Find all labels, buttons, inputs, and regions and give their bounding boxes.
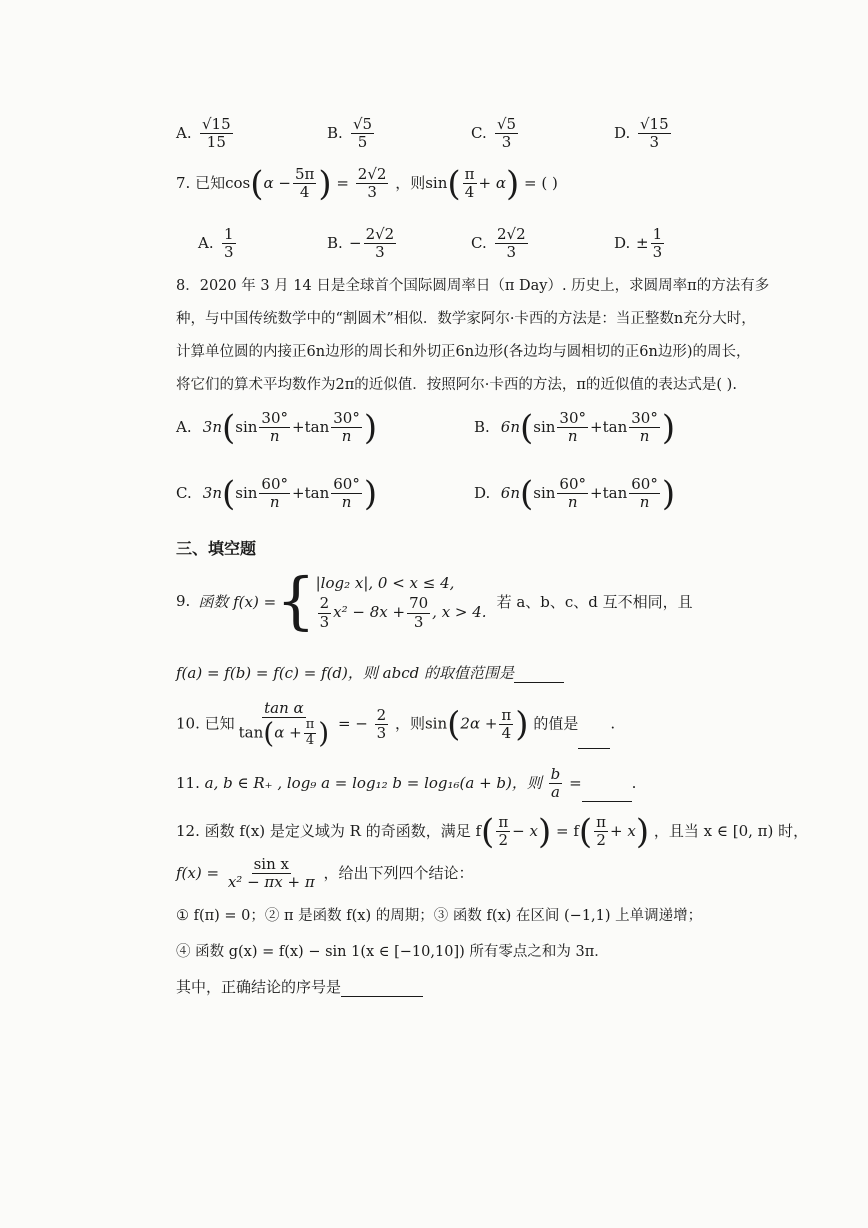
option-label: B.: [327, 123, 343, 142]
option-label: B.: [327, 233, 343, 252]
q8-option-b: B. 6n(sin $\frac{30^\circ}{n}$ +tan $\frac{30^\circ}{n}$ ): [474, 407, 676, 448]
option-label: B.: [474, 417, 490, 436]
q7-option-b: B. − $\frac{2√2}{3}$: [327, 225, 395, 262]
answer-blank: [341, 996, 423, 997]
q7-option-c: C. $\frac{2√2}{3}$: [471, 225, 526, 262]
q6-option-d: [614, 116, 673, 152]
q12-conclusions-1-3: ① f(π) = 0；② π 是函数 f(x) 的周期；③ 函数 f(x) 在区间 (−1,1) 上单调递增；: [176, 908, 703, 924]
q7-option-a: A. $\frac{1}{3}$: [198, 225, 234, 262]
q8-option-c: C. 3n(sin $\frac{60^\circ}{n}$ +tan $\frac{60^\circ}{n}$ ): [176, 473, 378, 514]
option-label: A.: [198, 233, 214, 252]
answer-blank: [514, 682, 564, 683]
fraction: $\frac{√5}{5}$: [353, 115, 373, 152]
q12-stem: 12. 函数 f(x) 是定义域为 R 的奇函数，满足 f( $\frac{\pi}{2}$ − x) = f( $\frac{\pi}{2}$ + x) ，且当 x ∈ [0, π) 时，: [176, 811, 809, 852]
fraction: $\frac{√15}{3}$: [640, 115, 669, 152]
q12-final: 其中，正确结论的序号是: [176, 976, 423, 997]
q7-stem: 7. 已知cos(α − $\frac{5\pi}{4}$ ) = $\frac{2√2}{3}$ ，则sin( $\frac{\pi}{4}$ + α) = ( ): [176, 163, 558, 204]
q8-line-1: 8．2020 年 3 月 14 日是全球首个国际圆周率日（π Day）. 历史上，求圆周率π的方法有多: [176, 278, 770, 294]
section-heading: 三、填空题: [176, 539, 257, 558]
piecewise-cases: |log₂ x|, 0 < x ≤ 4, $\frac{2}{3}$ x² − 8x + $\frac{70}{3}$ , x > 4.: [315, 574, 487, 631]
option-label: D.: [614, 233, 631, 252]
q11-stem: 11. a, b ∈ R₊ , log₉ a = log₁₂ b = log₁₆(a + b)，则 $\frac{b}{a}$ = .: [176, 765, 637, 802]
piecewise-brace: {: [276, 564, 316, 637]
option-label: A.: [176, 417, 192, 436]
q8-option-d: D. 6n(sin $\frac{60^\circ}{n}$ +tan $\frac{60^\circ}{n}$ ): [474, 473, 676, 514]
q7-option-d: D. ± $\frac{1}{3}$: [614, 225, 663, 262]
q10-stem: 10. 已知 tan α tan(α + $\frac{\pi}{4}$ ) = − $\frac{2}{3}$ ，则sin(2α + $\frac{\pi}{4}$ ) 的值是 .: [176, 699, 616, 750]
question-number: 7.: [176, 173, 191, 192]
q9-line-2: f(a) = f(b) = f(c) = f(d)，则 abcd 的取值范围是: [176, 662, 564, 683]
q8-option-a: A. 3n(sin $\frac{30^\circ}{n}$ +tan $\frac{30^\circ}{n}$ ): [176, 407, 378, 448]
q8-line-4: 将它们的算术平均数作为2π的近似值．按照阿尔·卡西的方法，π的近似值的表达式是( ).: [176, 377, 737, 393]
answer-blank: [578, 748, 610, 749]
q9-stem: 9. 函数 f(x) = { |log₂ x|, 0 < x ≤ 4, $\frac{2}{3}$ x² − 8x + $\frac{70}{3}$ , x > 4. 若 a、b、c、d 互不相同，且: [176, 564, 693, 637]
option-label: A.: [176, 123, 192, 142]
q12-conclusion-4: ④ 函数 g(x) = f(x) − sin 1(x ∈ [−10,10]) 所有零点之和为 3π．: [176, 944, 609, 960]
q6-option-a: [176, 116, 235, 152]
answer-blank: [582, 801, 632, 802]
q6-option-b: [327, 116, 376, 152]
fraction: $\frac{√5}{3}$: [497, 115, 517, 152]
option-label: C.: [471, 233, 487, 252]
question-number: 10.: [176, 714, 200, 733]
question-number: 9.: [176, 592, 191, 610]
question-number: 12.: [176, 821, 200, 840]
q6-option-c: [471, 116, 520, 152]
fraction: $\frac{√15}{15}$: [202, 115, 231, 152]
option-label: D.: [474, 483, 491, 502]
option-label: C.: [471, 123, 487, 142]
option-label: D.: [614, 123, 631, 142]
option-label: C.: [176, 483, 192, 502]
q8-line-3: 计算单位圆的内接正6n边形的周长和外切正6n边形(各边均与圆相切的正6n边形)的周长，: [176, 344, 751, 360]
q8-line-2: 种，与中国传统数学中的“割圆术”相似．数学家阿尔·卡西的方法是：当正整数n充分大时，: [176, 311, 756, 327]
question-number: 11.: [176, 773, 200, 792]
q12-function-def: f(x) = $\frac{\text{sin x}}{\text{x² − πx + π}}$ ，给出下列四个结论：: [176, 855, 474, 892]
